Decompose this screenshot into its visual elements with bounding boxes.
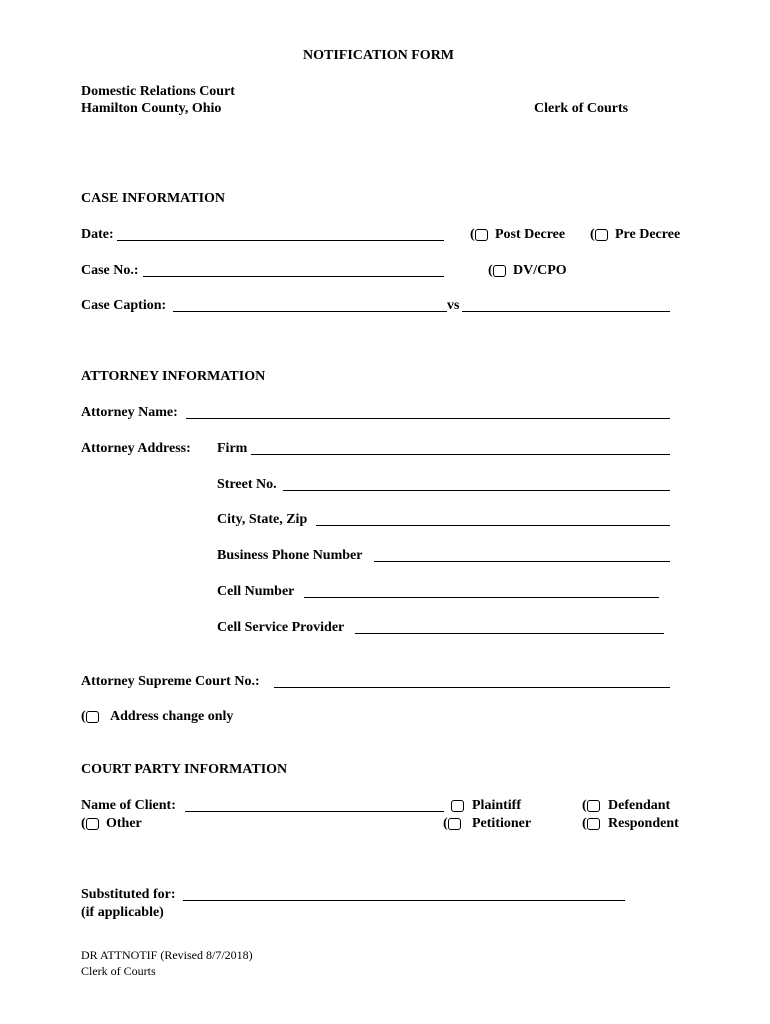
plaintiff-label: Plaintiff (472, 798, 521, 813)
firm-field[interactable] (251, 454, 670, 455)
substituted-for-label: Substituted for: (81, 887, 176, 902)
clerk-of-courts-header: Clerk of Courts (534, 101, 629, 116)
notification-form-page: NOTIFICATION FORM Domestic Relations Court Hamilton County, Ohio Clerk of Courts CASE INFORMATION Date: ( Post Decree ( Pre Decree Case No.: ( DV/CPO Case Caption: vs ATTORNEY INFORMATION Attorney Name: Attorney Address: Firm Street No. City, State, Zip Business Phone Number Cell Number Cell Service Provider Attorney Supreme Court No.: ( Address change only COURT PARTY INFORMATION Name of Client: Plaintiff ( Defendant ( Other ( Petitioner ( Respondent Substituted for: (if applicable) DR ATTNOTIF (Revised 8/7/2018) Clerk of Courts (81, 48, 681, 978)
court-county: Hamilton County, Ohio (81, 101, 222, 116)
cell-provider-label: Cell Service Provider (217, 620, 345, 635)
pre-decree-label: Pre Decree (615, 227, 681, 242)
defendant-checkbox[interactable] (587, 800, 600, 812)
other-checkbox[interactable] (86, 818, 99, 830)
city-state-zip-field[interactable] (316, 525, 670, 526)
business-phone-label: Business Phone Number (217, 548, 363, 563)
business-phone-field[interactable] (374, 561, 670, 562)
post-decree-label: Post Decree (495, 227, 566, 242)
firm-label: Firm (217, 441, 248, 456)
court-name: Domestic Relations Court (81, 84, 235, 99)
address-change-label: Address change only (110, 709, 234, 724)
date-label: Date: (81, 227, 114, 242)
attorney-address-label: Attorney Address: (81, 441, 191, 456)
supreme-court-no-label: Attorney Supreme Court No.: (81, 674, 260, 689)
form-id: DR ATTNOTIF (Revised 8/7/2018) (81, 948, 253, 962)
substituted-for-field[interactable] (183, 900, 625, 901)
date-field[interactable] (117, 240, 444, 241)
other-label: Other (106, 816, 142, 831)
post-decree-checkbox[interactable] (475, 229, 488, 241)
case-no-label: Case No.: (81, 263, 139, 278)
petitioner-label: Petitioner (472, 816, 532, 831)
plaintiff-checkbox[interactable] (451, 800, 464, 812)
case-caption-vs-field[interactable] (462, 311, 670, 312)
cell-number-label: Cell Number (217, 584, 295, 599)
petitioner-checkbox[interactable] (448, 818, 461, 830)
footer-clerk: Clerk of Courts (81, 964, 156, 978)
pre-decree-checkbox[interactable] (595, 229, 608, 241)
case-information-heading: CASE INFORMATION (81, 191, 226, 206)
address-change-checkbox[interactable] (86, 711, 99, 723)
case-caption-field[interactable] (173, 311, 447, 312)
respondent-checkbox[interactable] (587, 818, 600, 830)
supreme-court-no-field[interactable] (274, 687, 670, 688)
case-no-field[interactable] (143, 276, 444, 277)
form-title: NOTIFICATION FORM (303, 48, 455, 63)
city-state-zip-label: City, State, Zip (217, 512, 308, 527)
dv-cpo-checkbox[interactable] (493, 265, 506, 277)
cell-provider-field[interactable] (355, 633, 664, 634)
case-caption-label: Case Caption: (81, 298, 167, 313)
attorney-name-field[interactable] (186, 418, 670, 419)
if-applicable-label: (if applicable) (81, 905, 164, 920)
attorney-name-label: Attorney Name: (81, 405, 178, 420)
client-name-label: Name of Client: (81, 798, 176, 813)
street-no-field[interactable] (283, 490, 670, 491)
defendant-label: Defendant (608, 798, 671, 813)
vs-label: vs (447, 298, 460, 313)
dv-cpo-label: DV/CPO (513, 263, 567, 278)
street-no-label: Street No. (217, 477, 277, 492)
attorney-information-heading: ATTORNEY INFORMATION (81, 369, 266, 384)
respondent-label: Respondent (608, 816, 679, 831)
cell-number-field[interactable] (304, 597, 659, 598)
court-party-heading: COURT PARTY INFORMATION (81, 762, 288, 777)
client-name-field[interactable] (185, 811, 444, 812)
